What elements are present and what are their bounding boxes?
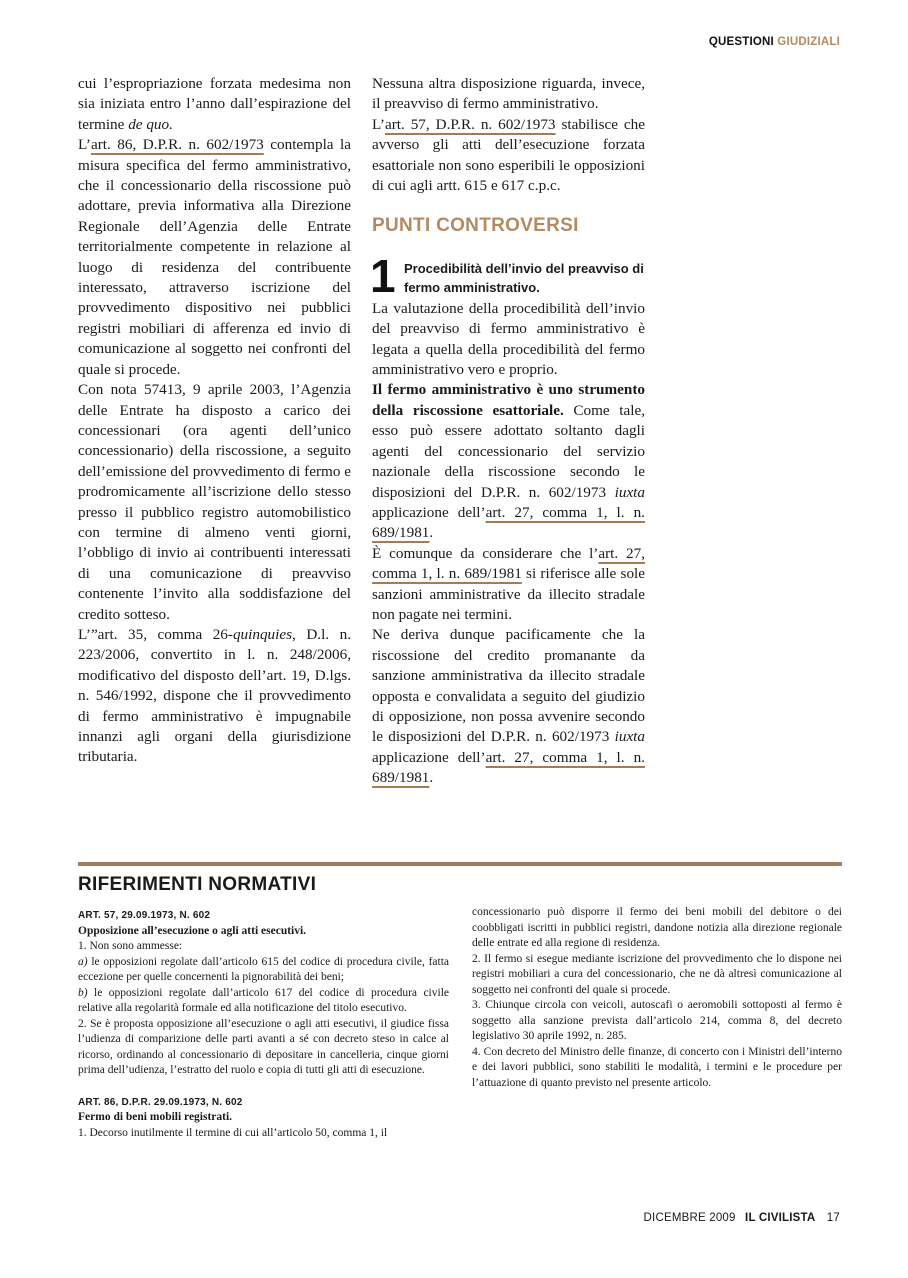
paragraph: Il fermo amministrativo è uno strumento della riscossione esattoriale. Come tale, esso può essere adottato soltanto dagli agenti del concessionario del servizio nazionale della riscossione secondo le disposizioni del D.P.R. n. 602/1973 iuxta applicazione dell’art. 27, comma 1, l. n. 689/1981. [372, 381, 646, 542]
running-head-section: QUESTIONI [708, 36, 774, 48]
paragraph: Con nota 57413, 9 aprile 2003, l’Agenzia delle Entrate ha disposto a carico dei concessionari (ora agenti dell’unico concessionario) della riscossione, a seguito dell’emissione del provvedimento di fermo e prodromicamente all’iscrizione dello stesso presso il pubblico registro automobilistico con termine di almeno venti giorni, l’obbligo di invio ai contribuenti interessati di una comunicazione di preavviso contenente l’invito alla soddisfazione del credito sotteso. [78, 381, 351, 623]
paragraph: La valutazione della procedibilità dell’invio del preavviso di fermo amministrativo è legata a quella della procedibilità del fermo amministrativo vero e proprio. [372, 299, 645, 379]
paragraph: È comunque da considerare che l’art. 27, comma 1, l. n. 689/1981 si riferisce alle sole sanzioni amministrative da illecito stradale non pagate nei termini. [372, 544, 645, 623]
issue-date: DICEMBRE 2009 [643, 1212, 736, 1224]
article-heading: ART. 86, D.P.R. 29.09.1973, N. 602 [78, 1096, 243, 1108]
paragraph: Nessuna altra disposizione riguarda, invece, il preavviso di fermo amministrativo. [372, 75, 645, 113]
clause: 2. Se è proposta opposizione all’esecuzione o agli atti esecutivi, il giudice fissa l’udienza di comparizione delle parti avanti a sé con decreto steso in calce al ricorso, ordinando al concessionario di depositare in cancelleria, cinque giorni prima dell’udienza, l’estratto del ruolo e copia di tutti gli atti di esecuzione. [78, 1017, 449, 1076]
paragraph: cui l’espropriazione forzata medesima non sia iniziata entro l’anno dall’espirazione del termine de quo. [78, 75, 351, 133]
point-number: 1 [370, 249, 396, 302]
paragraph: L’art. 57, D.P.R. n. 602/1973 stabilisce che avverso gli atti dell’esecuzione forzata esattoriale non sono esperibili le opposizioni di cui agli artt. 615 e 617 c.p.c. [372, 115, 645, 195]
left-column [78, 74, 351, 768]
clause: concessionario può disporre il fermo dei beni mobili del debitore o dei coobbligati iscritti in pubblici registri, dandone notizia alla direzione regionale delle entrate ed alla regione di residenza. [472, 906, 842, 949]
running-head-subsection: GIUDIZIALI [777, 36, 840, 48]
law-reference-link[interactable]: art. 27, comma 1, l. n. 689/1981 [372, 748, 645, 787]
law-reference-link[interactable]: art. 57, D.P.R. n. 602/1973 [384, 115, 556, 133]
controversial-point [370, 249, 645, 302]
clause: 3. Chiunque circola con veicoli, autoscafi o aeromobili sottoposti al fermo è soggetto alla sanzione prevista dall’articolo 214, comma 8, del decreto legislativo 30 aprile 1992, n. 285. [472, 999, 842, 1042]
clause: 2. Il fermo si esegue mediante iscrizione del provvedimento che lo dispone nei registri mobiliari a cura del concessionario, che ne dà altresì comunicazione al soggetto nei confronti del quale si procede. [472, 952, 842, 996]
clause: 1. Non sono ammesse: [78, 940, 183, 952]
paragraph: L’art. 86, D.P.R. n. 602/1973 contempla la misura specifica del fermo amministrativo, che il concessionario della riscossione può adottare, previa informativa alla Direzione Regionale dell’Agenzia delle Entrate territorialmente competente in relazione al luogo di residenza del contribuente interessato, attraverso iscrizione del provvedimento dispositivo nei pubblici registri mobiliari di afferenza ed invio di comunicazione al soggetto nei confronti del quale si procede. [78, 136, 351, 378]
page-number: 17 [826, 1212, 840, 1224]
clause: b) le opposizioni regolate dall’articolo 617 del codice di procedura civile relative alla regolarità formale ed alla notificazione del titolo esecutivo. [78, 986, 449, 1014]
references-left-column [78, 908, 449, 1141]
law-reference-link[interactable]: art. 27, comma 1, l. n. 689/1981 [372, 503, 645, 542]
references-title: RIFERIMENTI NORMATIVI [78, 874, 317, 895]
clause: 4. Con decreto del Ministro delle finanze, di concerto con i Ministri dell’interno e dei lavori pubblici, sono stabiliti le modalità, i termini e le procedure per l’attuazione di quanto previsto nel presente articolo. [472, 1045, 842, 1089]
magazine-name: IL CIVILISTA [745, 1212, 816, 1224]
clause: a) le opposizioni regolate dall’articolo 615 del codice di procedura civile, fatta eccezione per quelle concernenti la pignorabilità dei beni; [78, 955, 449, 983]
article-subtitle: Fermo di beni mobili registrati. [78, 1111, 233, 1123]
law-reference-link[interactable]: art. 86, D.P.R. n. 602/1973 [90, 136, 264, 154]
running-head [709, 36, 840, 48]
law-reference-link[interactable]: art. 27, comma 1, l. n. 689/1981 [372, 544, 645, 583]
right-column [372, 74, 645, 789]
paragraph: Ne deriva dunque pacificamente che la riscossione del credito promanante da sanzione amministrativa da illecito stradale opposta e convalidata a seguito del giudizio di opposizione, non possa avvenire secondo le disposizioni del D.P.R. n. 602/1973 iuxta applicazione dell’art. 27, comma 1, l. n. 689/1981. [372, 626, 645, 787]
article-heading: ART. 57, 29.09.1973, N. 602 [78, 910, 211, 921]
section-divider [78, 862, 842, 866]
page-footer [644, 1212, 840, 1224]
article-subtitle: Opposizione all’esecuzione o agli atti esecutivi. [78, 924, 307, 937]
references-right-column [472, 905, 842, 1091]
paragraph: L’”art. 35, comma 26-quinquies, D.l. n. 223/2006, convertito in l. n. 248/2006, modificativo del disposto dell’art. 19, D.lgs. n. 546/1992, dispone che il provvedimento di fermo amministrativo è impugnabile innanzi agli organi della giurisdizione tributaria. [78, 625, 351, 766]
clause: 1. Decorso inutilmente il termine di cui all’articolo 50, comma 1, il [78, 1126, 388, 1139]
point-title: Procedibilità dell’invio del preavviso di fermo amministrativo. [404, 260, 644, 295]
section-heading: PUNTI CONTROVERSI [372, 215, 579, 237]
